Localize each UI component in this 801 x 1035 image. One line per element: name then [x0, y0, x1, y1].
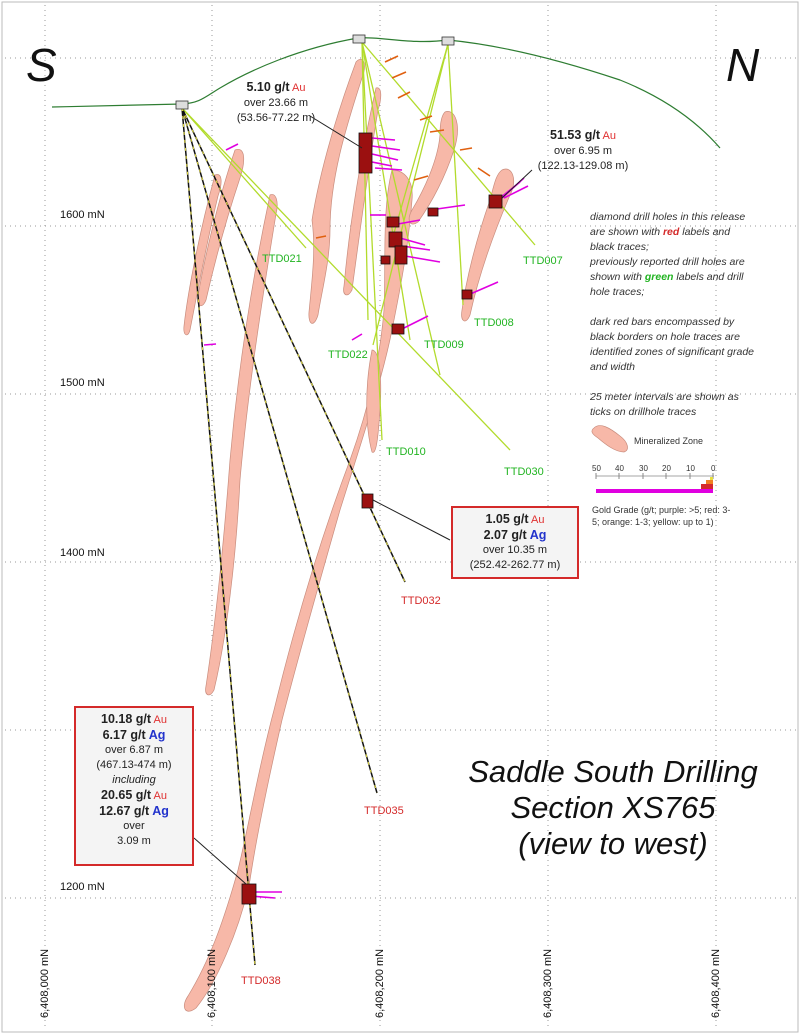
zone-8	[206, 194, 278, 694]
trace-ttd022	[373, 44, 448, 345]
legend-text: diamond drill holes in this release are shown with red labels and black traces; previously reported drill holes are shown with green labels and drill hole traces; dark red bars encompassed by black borders on hole traces are identified zones of significant grade and width 25 meter intervals are shown as ticks on drillhole traces	[590, 211, 755, 418]
label-ttd030: TTD030	[504, 466, 544, 478]
intercept-c	[395, 246, 407, 264]
svg-text:30: 30	[639, 464, 648, 473]
legend-grade-scale	[596, 473, 714, 493]
legend-scale-ticks	[592, 464, 716, 473]
north-408300: 6,408,300 mN	[542, 948, 554, 1018]
intercept-d	[381, 256, 390, 264]
elev-1200: 1200 mN	[60, 881, 105, 893]
intercept-g	[392, 324, 404, 334]
label-ttd021: TTD021	[262, 253, 302, 265]
intercept-c2	[489, 195, 502, 208]
hole-labels	[241, 253, 563, 987]
label-ttd008: TTD008	[474, 317, 514, 329]
north-408100: 6,408,100 mN	[206, 948, 218, 1018]
intercept-b	[389, 232, 402, 247]
north-408400: 6,408,400 mN	[710, 948, 722, 1018]
label-ttd032: TTD032	[401, 595, 441, 607]
callout-intercept-2: 51.53 g/t Au over 6.95 m (122.13-129.08 m)	[537, 128, 629, 172]
legend-zone-swatch	[592, 426, 628, 452]
elev-1500: 1500 mN	[60, 377, 105, 389]
figure-title: Saddle South Drilling Section XS765 (view to west)	[468, 754, 758, 861]
legend-gold-grade: Gold Grade (g/t; purple: >5; red: 3- 5; orange: 1-3; yellow: up to 1)	[592, 505, 731, 527]
collar-mid	[353, 35, 365, 43]
collar-north	[442, 37, 454, 45]
intercept-e	[428, 208, 438, 216]
intercept-c4	[242, 884, 256, 904]
intercept-f	[462, 290, 472, 299]
svg-text:10: 10	[686, 464, 695, 473]
label-ttd038: TTD038	[241, 975, 281, 987]
callout-intercept-1: 5.10 g/t Au over 23.66 m (53.56-77.22 m)	[236, 80, 316, 124]
svg-text:40: 40	[615, 464, 624, 473]
north-408000: 6,408,000 mN	[39, 948, 51, 1018]
north-408200: 6,408,200 mN	[374, 948, 386, 1018]
elev-1400: 1400 mN	[60, 547, 105, 559]
direction-north: N	[726, 39, 760, 91]
callout-intercept-4: 10.18 g/t Au 6.17 g/t Ag over 6.87 m (467.13-474 m) including 20.65 g/t Au 12.67 g/t Ag over 3.09 m	[74, 706, 194, 866]
trace-ttd008	[448, 44, 463, 305]
callout-intercept-3: 1.05 g/t Au 2.07 g/t Ag over 10.35 m (252.42-262.77 m)	[451, 506, 579, 579]
label-ttd009: TTD009	[424, 339, 464, 351]
svg-text:0: 0	[711, 464, 716, 473]
label-ttd007: TTD007	[523, 255, 563, 267]
label-ttd022: TTD022	[328, 349, 368, 361]
legend-zone-label: Mineralized Zone	[634, 436, 704, 446]
trace-ttd032	[182, 108, 405, 582]
label-ttd010: TTD010	[386, 446, 426, 458]
svg-text:50: 50	[592, 464, 601, 473]
direction-south: S	[26, 39, 57, 91]
intercept-ttd-c1	[359, 133, 372, 173]
northing-axis	[39, 949, 722, 1018]
trace-ttd021	[182, 108, 306, 248]
intercept-a	[387, 217, 399, 227]
collar-south	[176, 101, 188, 109]
intercept-c3	[362, 494, 373, 508]
label-ttd035: TTD035	[364, 805, 404, 817]
svg-text:20: 20	[662, 464, 671, 473]
elev-1600: 1600 mN	[60, 209, 105, 221]
